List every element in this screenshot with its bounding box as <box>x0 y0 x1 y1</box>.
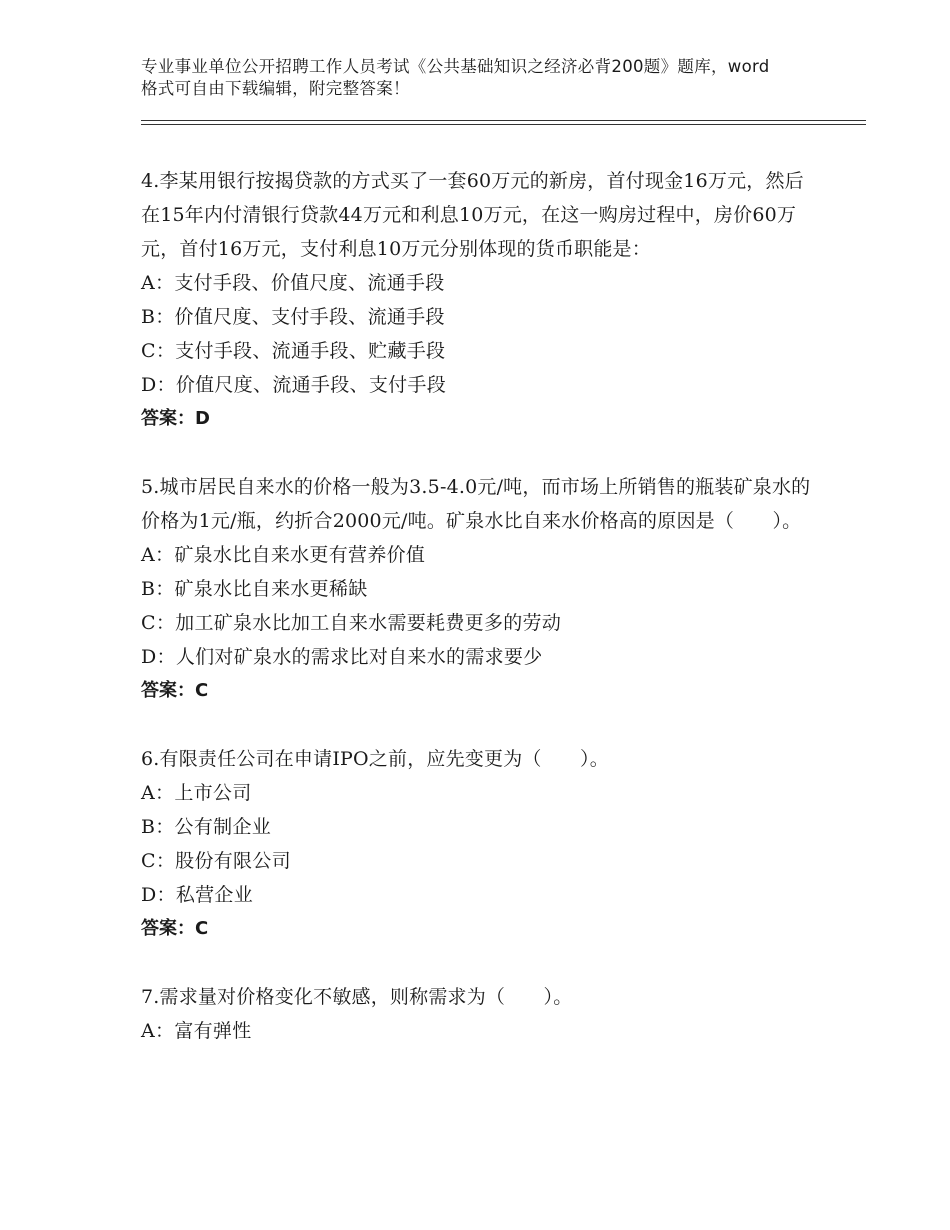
question-stem: 5.城市居民自来水的价格一般为3.5-4.0元/吨，而市场上所销售的瓶装矿泉水的价格为1元/瓶，约折合2000元/吨。矿泉水比自来水价格高的原因是（ ）。 <box>141 476 811 532</box>
option-d: D：价值尺度、流通手段、支付手段 <box>141 374 447 396</box>
question-7 <box>141 980 821 1048</box>
answer-label: 答案：D <box>141 408 210 429</box>
question-list <box>141 164 821 1082</box>
question-stem: 4.李某用银行按揭贷款的方式买了一套60万元的新房，首付现金16万元，然后在15年内付清银行贷款44万元和利息10万元，在这一购房过程中，房价60万元，首付16万元，支付利息10万元分别体现的货币职能是： <box>141 170 804 260</box>
option-a: A：支付手段、价值尺度、流通手段 <box>141 272 445 294</box>
question-stem: 7.需求量对价格变化不敏感，则称需求为（ ）。 <box>141 986 573 1008</box>
option-d: D：私营企业 <box>141 884 254 906</box>
option-c: C：股份有限公司 <box>141 850 291 872</box>
option-b: B：价值尺度、支付手段、流通手段 <box>141 306 445 328</box>
header-divider-bottom <box>141 124 866 125</box>
question-stem: 6.有限责任公司在申请IPO之前，应先变更为（ ）。 <box>141 748 609 770</box>
option-a: A：上市公司 <box>141 782 252 804</box>
header-divider-top <box>141 120 866 121</box>
question-4 <box>141 164 821 436</box>
question-6 <box>141 742 821 946</box>
answer-label: 答案：C <box>141 680 209 701</box>
question-5 <box>141 470 821 708</box>
option-a: A：富有弹性 <box>141 1020 252 1042</box>
option-b: B：矿泉水比自来水更稀缺 <box>141 578 368 600</box>
option-a: A：矿泉水比自来水更有营养价值 <box>141 544 426 566</box>
option-b: B：公有制企业 <box>141 816 272 838</box>
option-c: C：支付手段、流通手段、贮藏手段 <box>141 340 446 362</box>
option-c: C：加工矿泉水比加工自来水需要耗费更多的劳动 <box>141 612 562 634</box>
answer-label: 答案：C <box>141 918 209 939</box>
document-header-title: 专业事业单位公开招聘工作人员考试《公共基础知识之经济必背200题》题库，word格式可自由下载编辑，附完整答案！ <box>141 57 770 98</box>
option-d: D：人们对矿泉水的需求比对自来水的需求要少 <box>141 646 543 668</box>
